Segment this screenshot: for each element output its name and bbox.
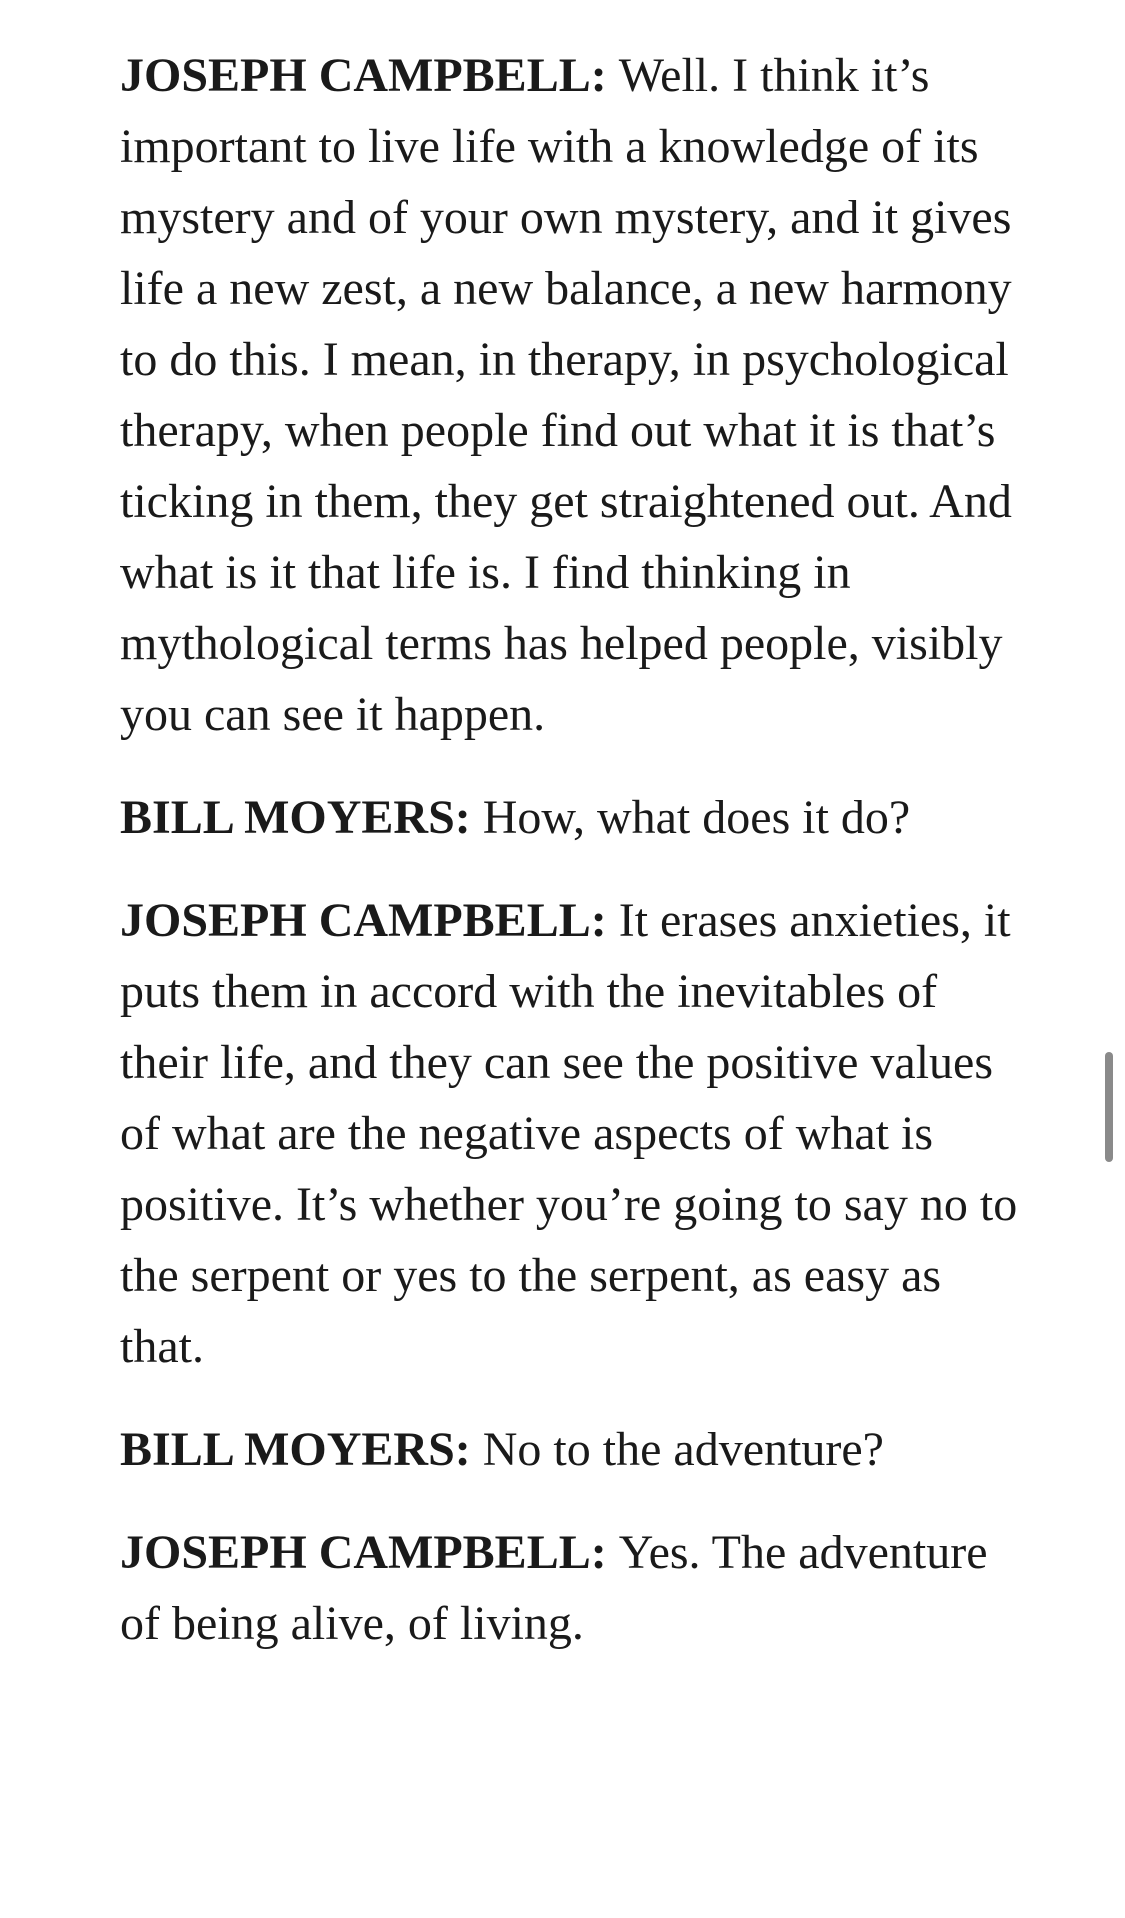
exchange-campbell-2 [120, 885, 1020, 1382]
speaker-label: JOSEPH CAMPBELL: [120, 1526, 607, 1579]
speech-text: It erases anxieties, it puts them in accord with the inevitables of their life, and they can see the positive values of what are the negative aspects of what is positive. It’s whether you’re going to say no to the serpent or yes to the serpent, as easy as that. [120, 894, 1018, 1373]
exchange-moyers-1 [120, 782, 1020, 853]
transcript [120, 40, 1020, 1691]
speaker-label: JOSEPH CAMPBELL: [120, 894, 607, 947]
speaker-label: JOSEPH CAMPBELL: [120, 49, 607, 102]
speech-text: How, what does it do? [482, 791, 911, 844]
exchange-moyers-2 [120, 1414, 1020, 1485]
exchange-campbell-3 [120, 1517, 1020, 1659]
speech-text: No to the adventure? [482, 1423, 884, 1476]
speech-text: Well. I think it’s important to live life with a knowledge of its mystery and of your own mystery, and it gives life a new zest, a new balance, a new harmony to do this. I mean, in therapy, in psychological therapy, when people find out what it is that’s ticking in them, they get straightened out. And what is it that life is. I find thinking in mythological terms has helped people, visibly you can see it happen. [120, 49, 1012, 741]
exchange-campbell-1 [120, 40, 1020, 750]
scrollbar-thumb[interactable] [1105, 1052, 1113, 1162]
speaker-label: BILL MOYERS: [120, 1423, 471, 1476]
speech-text: Yes. The adventure of being alive, of living. [120, 1526, 988, 1650]
speaker-label: BILL MOYERS: [120, 791, 471, 844]
